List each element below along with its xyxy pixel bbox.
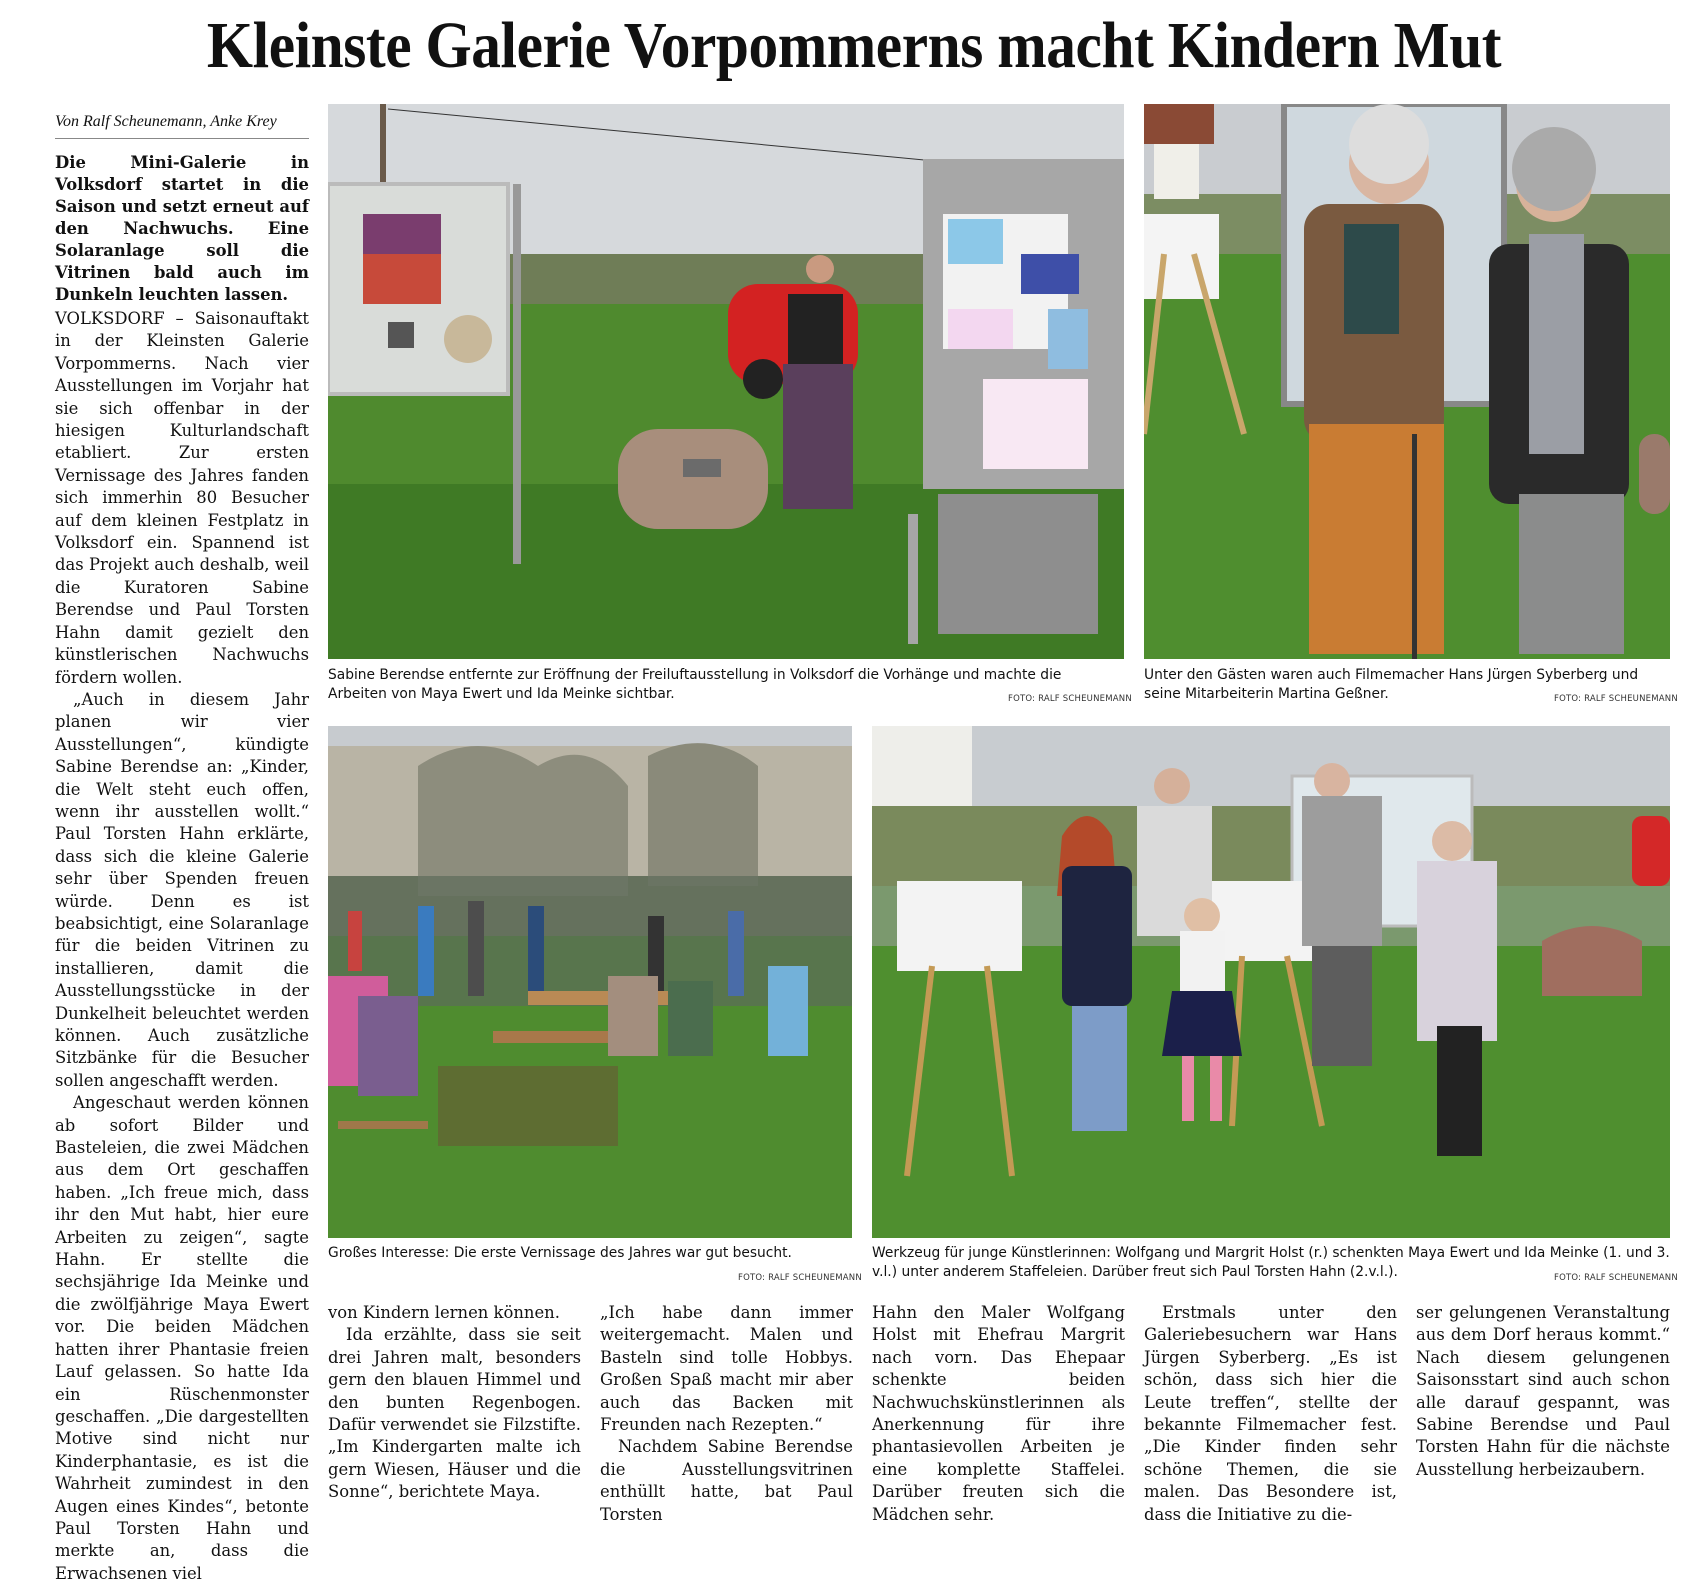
byline: Von Ralf Scheunemann, Anke Krey bbox=[55, 113, 277, 130]
photo-guests-syberberg bbox=[1144, 104, 1670, 659]
lead-paragraph: Die Mini-Galerie in Volksdorf startet in die Saison und setzt erneut auf den Nachwuchs. Eine Solaranlage soll die Vitrinen bald auch im Dunkeln leuchten lassen. bbox=[55, 153, 309, 304]
article-column-6 bbox=[1416, 1302, 1670, 1481]
article-column-3 bbox=[600, 1302, 853, 1526]
paragraph: Ida erzählte, dass sie seit drei Jahren malt, besonders gern den blauen Himmel und den bunten Regenbogen. Dafür verwendet sie Filzstifte. „Im Kindergarten malte ich gern Wiesen, Häuser und die Sonne“, berichtete Maya. bbox=[328, 1325, 581, 1502]
photo-caption: Sabine Berendse entfernte zur Eröffnung der Freiluftausstellung in Volksdorf die Vorhänge und machte die Arbeiten von Maya Ewert und Ida Meinke sichtbar. bbox=[328, 667, 1062, 702]
paragraph: Erstmals unter den Galeriebesuchern war Hans Jürgen Syberberg. „Es ist schön, dass sich hier die Leute treffen“, stellte der bekannte Filmemacher fest. „Die Kinder finden sehr schöne Themen, die sie malen. Das Besondere ist, dass die Initiative zu die- bbox=[1144, 1303, 1397, 1524]
article-column-2 bbox=[328, 1302, 581, 1504]
photo-caption: Unter den Gästen waren auch Filmemacher Hans Jürgen Syberberg und seine Mitarbeiterin Martina Geßner. bbox=[1144, 667, 1639, 702]
paragraph: „Ich habe dann immer weitergemacht. Malen und Basteln sind tolle Hobbys. Großen Spaß macht mir aber auch das Backen mit Freunden nach Rezepten.“ bbox=[600, 1303, 853, 1435]
byline-divider bbox=[55, 138, 309, 139]
photo-easels-gift bbox=[872, 726, 1670, 1238]
article-column-1 bbox=[55, 308, 309, 1585]
paragraph: Nachdem Sabine Berendse die Ausstellungsvitrinen enthüllt hatte, bat Paul Torsten bbox=[600, 1437, 853, 1524]
paragraph: Angeschaut werden können ab sofort Bilder und Basteleien, die zwei Mädchen aus dem Ort geschaffen haben. „Ich freue mich, dass ihr den Mut habt, hier eure Arbeiten zu zeigen“, sagte Hahn. Er stellte die sechsjährige Ida Meinke und die zwölfjährige Maya Ewert vor. Die beiden Mädchen hatten ihrer Phantasie freien Lauf gelassen. So hatte Ida ein Rüschenmonster geschaffen. „Die dargestellten Motive sind nicht nur Kinderphantasie, es ist die Wahrheit zumindest in den Augen eines Kindes“, betonte Paul Torsten Hahn und merkte an, dass die Erwachsenen viel bbox=[55, 1093, 309, 1583]
paragraph: von Kindern lernen können. bbox=[328, 1303, 560, 1322]
photo-credit: FOTO: RALF SCHEUNEMANN bbox=[1554, 1273, 1678, 1283]
photo-credit: FOTO: RALF SCHEUNEMANN bbox=[738, 1273, 862, 1283]
headline: Kleinste Galerie Vorpommerns macht Kindern Mut bbox=[206, 9, 1502, 82]
article-column-5 bbox=[1144, 1302, 1397, 1526]
paragraph: „Auch in diesem Jahr planen wir vier Ausstellungen“, kündigte Sabine Berendse an: „Kinder, die Welt steht euch offen, wenn ihr ausstellen wollt.“ Paul Torsten Hahn erklärte, dass sich die kleine Galerie sehr über Spenden freuen würde. Denn es ist beabsichtigt, eine Solaranlage für die beiden Vitrinen zu installieren, damit die Ausstellungsstücke in der Dunkelheit beleuchtet werden können. Auch zusätzliche Sitzbänke für die Besucher sollen angeschafft werden. bbox=[55, 689, 309, 1090]
paragraph: Hahn den Maler Wolfgang Holst mit Ehefrau Margrit nach vorn. Das Ehepaar schenkte beiden Nachwuchskünstlerinnen als Anerkennung für ihre phantasievollen Arbeiten je eine komplette Staffelei. Darüber freuten sich die Mädchen sehr. bbox=[872, 1303, 1125, 1524]
paragraph: VOLKSDORF – Saisonauftakt in der Kleinsten Galerie Vorpommerns. Nach vier Ausstellungen im Vorjahr hat sie sich offenbar in der hiesigen Kulturlandschaft etabliert. Zur ersten Vernissage des Jahres fanden sich immerhin 80 Besucher auf dem kleinen Festplatz in Volksdorf ein. Spannend ist das Projekt auch deshalb, weil die Kuratoren Sabine Berendse und Paul Torsten Hahn damit gezielt den künstlerischen Nachwuchs fördern wollen. bbox=[55, 309, 309, 687]
photo-credit: FOTO: RALF SCHEUNEMANN bbox=[1008, 694, 1132, 704]
photo-gallery-opening bbox=[328, 104, 1124, 659]
photo-caption: Großes Interesse: Die erste Vernissage des Jahres war gut besucht. bbox=[328, 1245, 792, 1261]
photo-caption: Werkzeug für junge Künstlerinnen: Wolfgang und Margrit Holst (r.) schenkten Maya Ewert und Ida Meinke (1. und 3. v.l.) unter anderem Staffeleien. Darüber freut sich Paul Torsten Hahn (2.v.l.). bbox=[872, 1245, 1670, 1280]
paragraph: ser gelungenen Veranstaltung aus dem Dorf heraus kommt.“ Nach diesem gelungenen Saisonsstart sind auch schon alle darauf gespannt, was Sabine Berendse und Paul Torsten Hahn für die nächste Ausstellung herbeizaubern. bbox=[1416, 1303, 1670, 1479]
article-column-4 bbox=[872, 1302, 1125, 1526]
photo-vernissage-crowd bbox=[328, 726, 852, 1238]
photo-credit: FOTO: RALF SCHEUNEMANN bbox=[1554, 694, 1678, 704]
